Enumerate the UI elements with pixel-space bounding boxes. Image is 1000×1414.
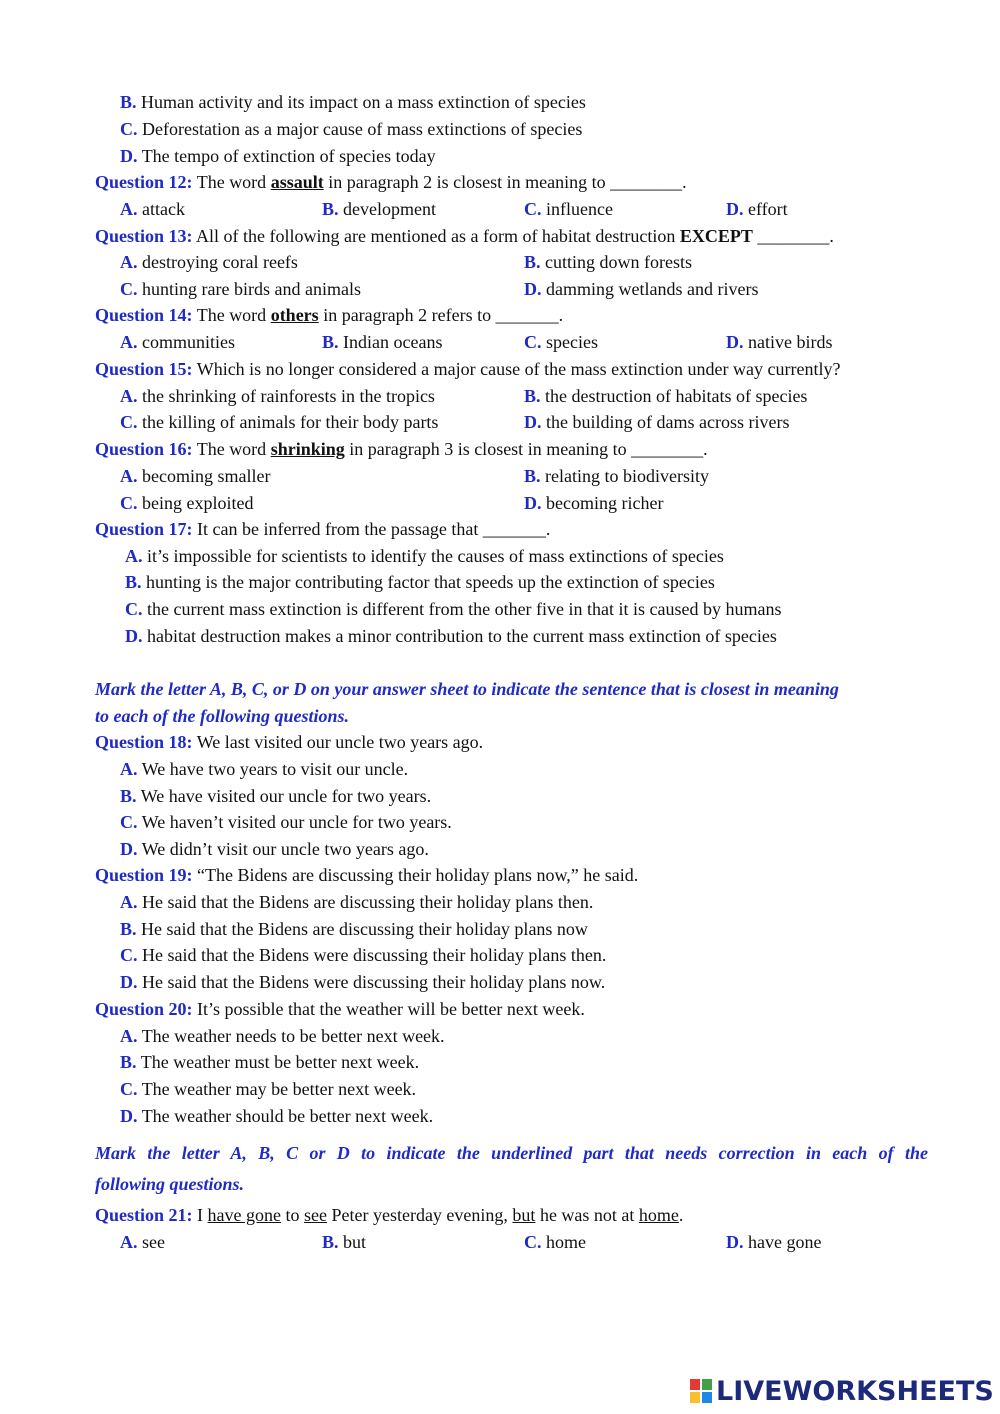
q12-option-c: C. influence <box>524 199 613 219</box>
q13-option-a: A. destroying coral reefs <box>120 252 298 272</box>
liveworksheets-logo-text: LIVEWORKSHEETS <box>716 1375 994 1407</box>
q16-option-d: D. becoming richer <box>524 493 664 513</box>
q21-stem: Question 21: I have gone to see Peter yesterday evening, but he was not at home. <box>95 1205 684 1225</box>
q14-option-d: D. native birds <box>726 332 833 352</box>
q15-option-b: B. the destruction of habitats of species <box>524 386 808 406</box>
q21-option-c: C. home <box>524 1232 586 1252</box>
q12-option-d: D. effort <box>726 199 788 219</box>
q13-option-c: C. hunting rare birds and animals <box>120 279 361 299</box>
q13-option-d: D. damming wetlands and rivers <box>524 279 759 299</box>
q20-option-b: B. The weather must be better next week. <box>120 1052 420 1072</box>
section-instruction-error-correction: Mark the letter A, B, C or D to indicate the underlined part that needs correction in each of the following questions. <box>95 1143 928 1194</box>
q18-stem: Question 18: We last visited our uncle two years ago. <box>95 732 484 752</box>
q12-option-a: A. attack <box>120 199 185 219</box>
q15-option-a: A. the shrinking of rainforests in the tropics <box>120 386 435 406</box>
q15-stem: Question 15: Which is no longer considered a major cause of the mass extinction under way currently? <box>95 359 841 379</box>
q16-stem: Question 16: The word shrinking in paragraph 3 is closest in meaning to ________. <box>95 439 708 459</box>
q20-option-a: A. The weather needs to be better next week. <box>120 1026 445 1046</box>
q12-stem: Question 12: The word assault in paragraph 2 is closest in meaning to ________. <box>95 172 687 192</box>
q15-option-d: D. the building of dams across rivers <box>524 412 790 432</box>
q17-stem: Question 17: It can be inferred from the passage that _______. <box>95 519 551 539</box>
q16-option-a: A. becoming smaller <box>120 466 271 486</box>
q19-stem: Question 19: “The Bidens are discussing their holiday plans now,” he said. <box>95 865 639 885</box>
q18-option-c: C. We haven’t visited our uncle for two years. <box>120 812 452 832</box>
q14-option-a: A. communities <box>120 332 235 352</box>
q18-option-d: D. We didn’t visit our uncle two years ago. <box>120 839 429 859</box>
q21-option-b: B. but <box>322 1232 367 1252</box>
q20-option-d: D. The weather should be better next week. <box>120 1106 434 1126</box>
q19-option-d: D. He said that the Bidens were discussing their holiday plans now. <box>120 972 606 992</box>
q13-stem: Question 13: All of the following are mentioned as a form of habitat destruction EXCEPT ________. <box>95 226 834 246</box>
liveworksheets-logo-icon <box>690 1379 712 1403</box>
q11-option-b: B. Human activity and its impact on a mass extinction of species <box>120 92 586 112</box>
q18-option-b: B. We have visited our uncle for two years. <box>120 786 432 806</box>
q14-option-b: B. Indian oceans <box>322 332 443 352</box>
q21-option-d: D. have gone <box>726 1232 822 1252</box>
q20-option-c: C. The weather may be better next week. <box>120 1079 417 1099</box>
q14-stem: Question 14: The word others in paragraph 2 refers to _______. <box>95 305 564 325</box>
q12-option-b: B. development <box>322 199 436 219</box>
q19-option-c: C. He said that the Bidens were discussing their holiday plans then. <box>120 945 607 965</box>
q11-option-c: C. Deforestation as a major cause of mass extinctions of species <box>120 119 583 139</box>
q11-option-d: D. The tempo of extinction of species today <box>120 146 436 166</box>
q20-stem: Question 20: It’s possible that the weather will be better next week. <box>95 999 585 1019</box>
q18-option-a: A. We have two years to visit our uncle. <box>120 759 409 779</box>
q17-option-a: A. it’s impossible for scientists to identify the causes of mass extinctions of species <box>125 546 724 566</box>
liveworksheets-logo[interactable] <box>690 1376 994 1406</box>
q15-option-c: C. the killing of animals for their body parts <box>120 412 439 432</box>
q14-option-c: C. species <box>524 332 598 352</box>
q19-option-a: A. He said that the Bidens are discussing their holiday plans then. <box>120 892 594 912</box>
q17-option-c: C. the current mass extinction is different from the other five in that it is caused by humans <box>125 599 782 619</box>
q21-option-a: A. see <box>120 1232 165 1252</box>
q16-option-b: B. relating to biodiversity <box>524 466 709 486</box>
section-instruction-sentence-meaning: Mark the letter A, B, C, or D on your answer sheet to indicate the sentence that is closest in meaning to each of the following questions. <box>95 679 839 726</box>
q19-option-b: B. He said that the Bidens are discussing their holiday plans now <box>120 919 588 939</box>
q13-option-b: B. cutting down forests <box>524 252 692 272</box>
q17-option-b: B. hunting is the major contributing factor that speeds up the extinction of species <box>125 572 715 592</box>
q17-option-d: D. habitat destruction makes a minor contribution to the current mass extinction of species <box>125 626 777 646</box>
q16-option-c: C. being exploited <box>120 493 254 513</box>
